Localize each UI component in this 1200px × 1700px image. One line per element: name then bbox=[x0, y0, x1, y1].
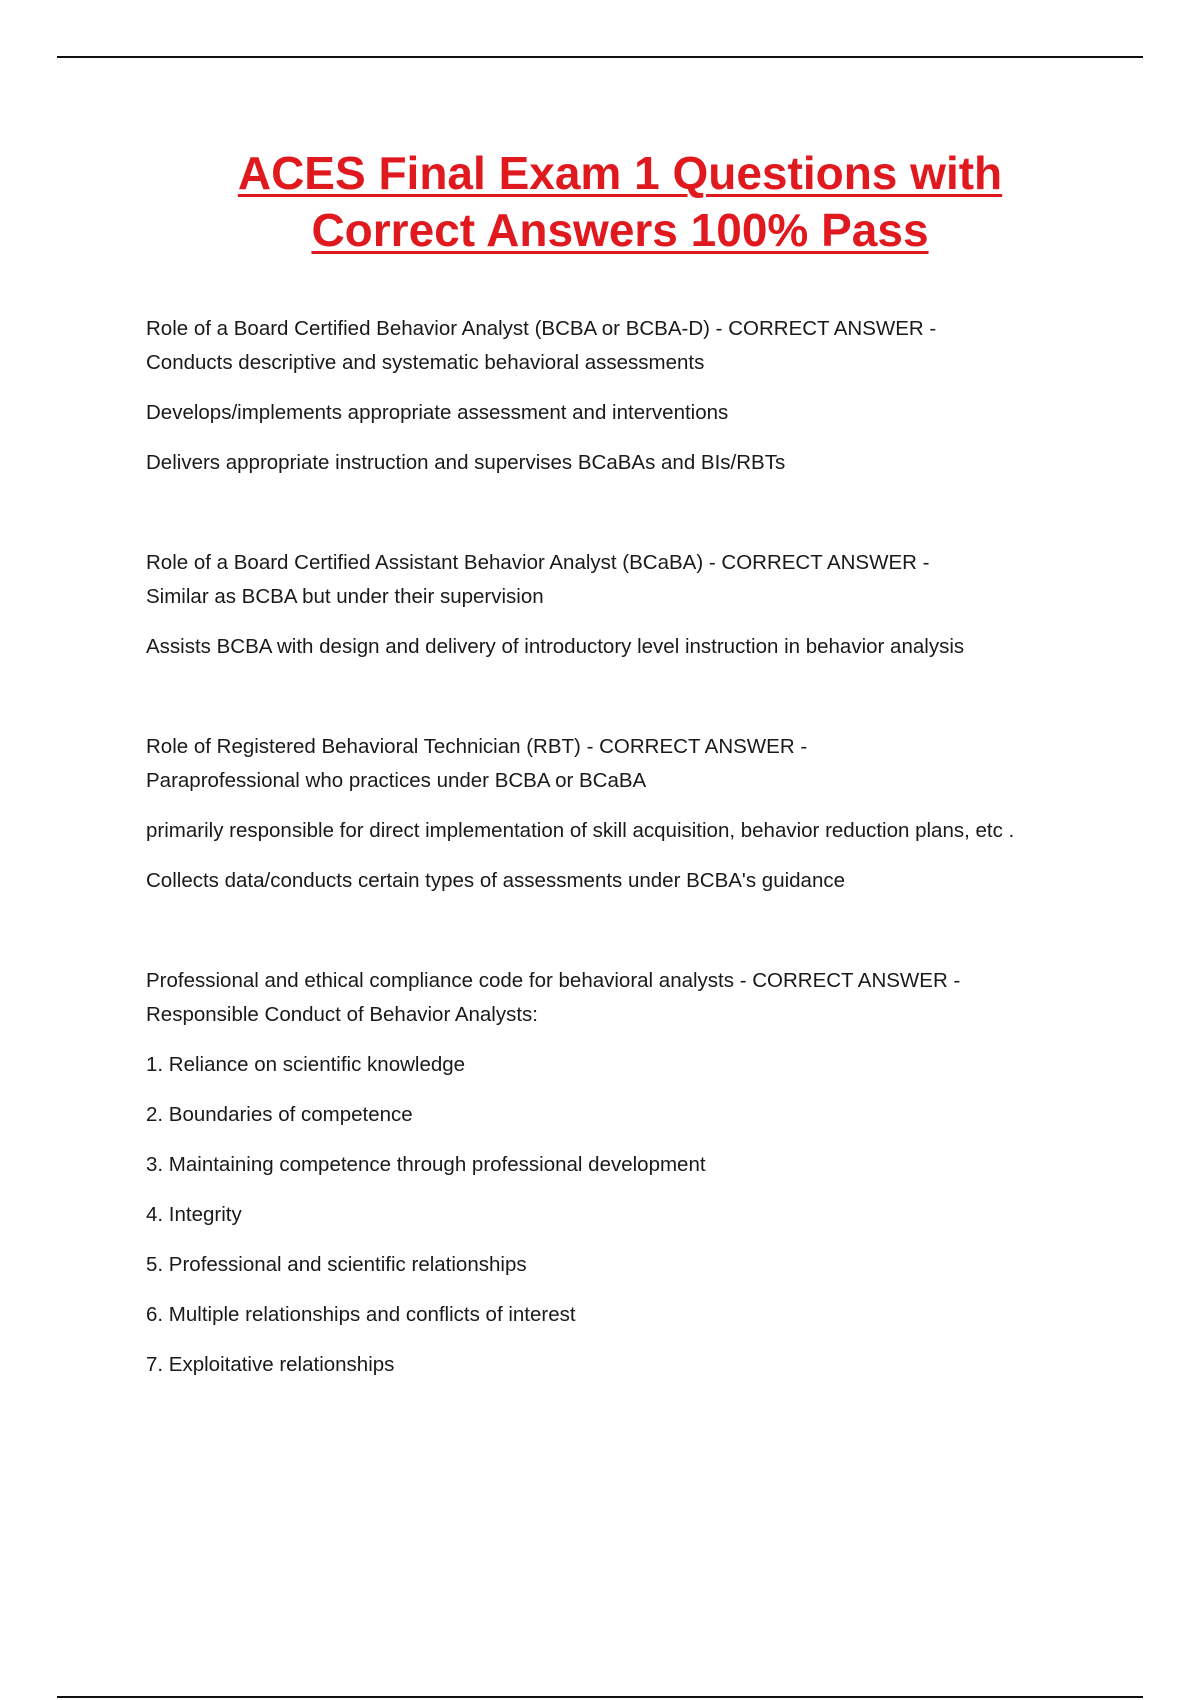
question-text: Role of a Board Certified Behavior Analyst (BCBA or BCBA-D) - CORRECT ANSWER - bbox=[146, 317, 937, 340]
list-item: 1. Reliance on scientific knowledge bbox=[146, 1053, 466, 1076]
qa-block-rbt bbox=[146, 730, 1126, 898]
qa-item bbox=[146, 312, 1126, 380]
answer-text: Conducts descriptive and systematic behavioral assessments bbox=[146, 351, 705, 374]
qa-item bbox=[146, 546, 1126, 614]
list-item: 5. Professional and scientific relationships bbox=[146, 1253, 527, 1276]
qa-item bbox=[146, 730, 1126, 798]
document-title bbox=[60, 145, 1180, 259]
answer-line: Assists BCBA with design and delivery of introductory level instruction in behavior analysis bbox=[146, 635, 965, 658]
qa-block-ethics-code bbox=[146, 964, 1126, 1382]
document-body bbox=[146, 312, 1126, 1398]
answer-line: Collects data/conducts certain types of assessments under BCBA's guidance bbox=[146, 869, 846, 892]
list-item: 6. Multiple relationships and conflicts of interest bbox=[146, 1303, 576, 1326]
list-item: 4. Integrity bbox=[146, 1203, 242, 1226]
answer-text: Responsible Conduct of Behavior Analysts: bbox=[146, 1003, 539, 1026]
answer-text: Paraprofessional who practices under BCBA or BCaBA bbox=[146, 769, 647, 792]
list-item: 2. Boundaries of competence bbox=[146, 1103, 413, 1126]
title-line-2: Correct Answers 100% Pass bbox=[311, 204, 929, 256]
answer-line: primarily responsible for direct implementation of skill acquisition, behavior reduction plans, etc . bbox=[146, 819, 1015, 842]
question-text: Role of a Board Certified Assistant Behavior Analyst (BCaBA) - CORRECT ANSWER - bbox=[146, 551, 930, 574]
list-item: 3. Maintaining competence through professional development bbox=[146, 1153, 706, 1176]
answer-line: Delivers appropriate instruction and supervises BCaBAs and BIs/RBTs bbox=[146, 451, 786, 474]
question-text: Professional and ethical compliance code for behavioral analysts - CORRECT ANSWER - bbox=[146, 969, 961, 992]
answer-text: Similar as BCBA but under their supervision bbox=[146, 585, 544, 608]
qa-block-bcaba bbox=[146, 546, 1126, 664]
list-item: 7. Exploitative relationships bbox=[146, 1353, 395, 1376]
qa-item bbox=[146, 964, 1126, 1032]
answer-line: Develops/implements appropriate assessment and interventions bbox=[146, 401, 729, 424]
header-rule bbox=[57, 56, 1143, 58]
title-line-1: ACES Final Exam 1 Questions with bbox=[237, 147, 1003, 199]
footer-rule bbox=[57, 1696, 1143, 1698]
qa-block-bcba bbox=[146, 312, 1126, 480]
question-text: Role of Registered Behavioral Technician (RBT) - CORRECT ANSWER - bbox=[146, 735, 808, 758]
